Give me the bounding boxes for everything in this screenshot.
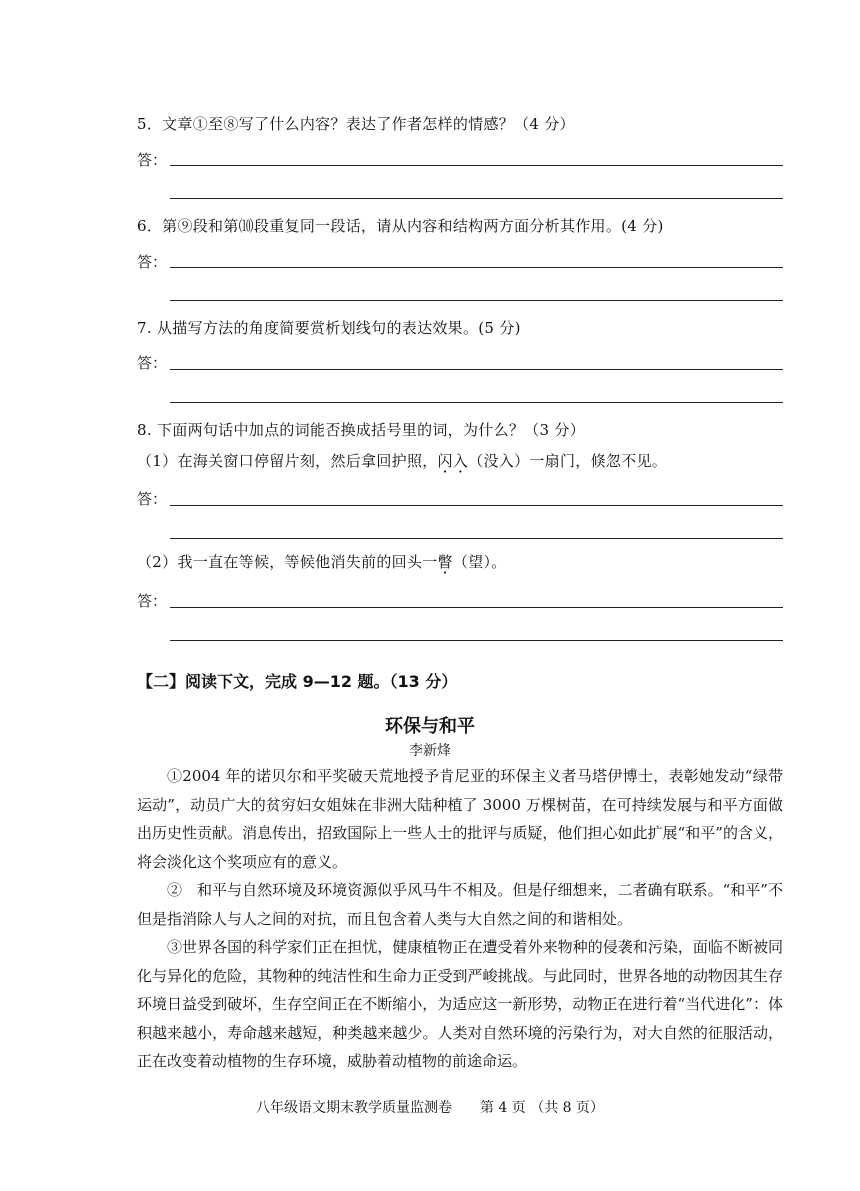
answer-line-q8-1b[interactable] [170,538,783,539]
answer-line-q6-2[interactable] [170,300,783,301]
answer-line-q6-1[interactable] [170,267,783,268]
answer-label-q6: 答： [137,253,168,271]
paragraph-1: ①2004 年的诺贝尔和平奖破天荒地授予肯尼亚的环保主义者马塔伊博士，表彰她发动“绿带运动”，动员广大的贫穷妇女姐妹在非洲大陆种植了 3000 万棵树苗，在可持续发展与和平方面做出历史性贡献。消息传出，招致国际上一些人士的批评与质疑，他们担心如此扩展“和平”的含义，将会淡化这个奖项应有的意义。 [137,767,783,871]
page-footer: 八年级语文期末教学质量监测卷 第 4 页 （共 8 页） [255,1100,605,1116]
paragraph-2: ② 和平与自然环境及环境资源似乎风马牛不相及。但是仔细想来，二者确有联系。“和平”不但是指消除人与人之间的对抗，而且包含着人类与大自然之间的和谐相处。 [137,881,783,928]
article-title: 环保与和平 [385,716,475,737]
answer-line-q5-1[interactable] [170,165,783,166]
dotted-word-1b: 入 [452,452,469,470]
paragraph-3: ③世界各国的科学家们正在担忧，健康植物正在遭受着外来物种的侵袭和污染，面临不断被同化与异化的危险，其物种的纯洁性和生命力正受到严峻挑战。与此同时，世界各地的动物因其生存环境日益受到破坏，生存空间正在不断缩小，为适应这一新形势，动物正在进行着“当代进化”：体积越来越小，寿命越来越短，种类越来越少。人类对自然环境的污染行为，对大自然的征服活动，正在改变着动植物的生存环境，威胁着动植物的前途命运。 [137,938,783,1070]
answer-label-q8-2: 答： [137,592,168,610]
answer-label-q7: 答： [137,354,168,372]
question-8: 8. 下面两句话中加点的词能否换成括号里的词，为什么？（3 分） [137,421,585,439]
sub-1-before: （1）在海关窗口停留片刻，然后拿回护照， [137,452,438,470]
answer-line-q8-2b[interactable] [170,640,783,641]
question-7: 7. 从描写方法的角度简要赏析划线句的表达效果。(5 分) [137,319,521,337]
question-8-sub-1 [137,450,667,471]
dotted-word-1a: 闪 [437,452,453,470]
section-heading: 【二】阅读下文，完成 9—12 题。（13 分） [137,672,458,691]
sub-1-after: （没入）一扇门，倏忽不见。 [468,452,668,470]
answer-label-q5: 答： [137,151,168,169]
answer-line-q7-1[interactable] [170,369,783,370]
sub-2-after: （望）。 [452,553,507,571]
answer-line-q8-1a[interactable] [170,505,783,506]
answer-line-q8-2a[interactable] [170,607,783,608]
question-5: 5．文章①至⑧写了什么内容？表达了作者怎样的情感？（4 分） [137,115,575,133]
article-body [137,762,783,1076]
answer-line-q7-2[interactable] [170,402,783,403]
question-8-sub-2 [137,551,507,572]
sub-2-before: （2）我一直在等候，等候他消失前的回头一 [137,553,438,571]
answer-label-q8-1: 答： [137,490,168,508]
dotted-word-2: 瞥 [437,553,453,571]
question-6: 6．第⑨段和第⑽段重复同一段话，请从内容和结构两方面分析其作用。(4 分) [137,217,664,235]
answer-line-q5-2[interactable] [170,198,783,199]
article-author: 李新烽 [409,743,451,759]
